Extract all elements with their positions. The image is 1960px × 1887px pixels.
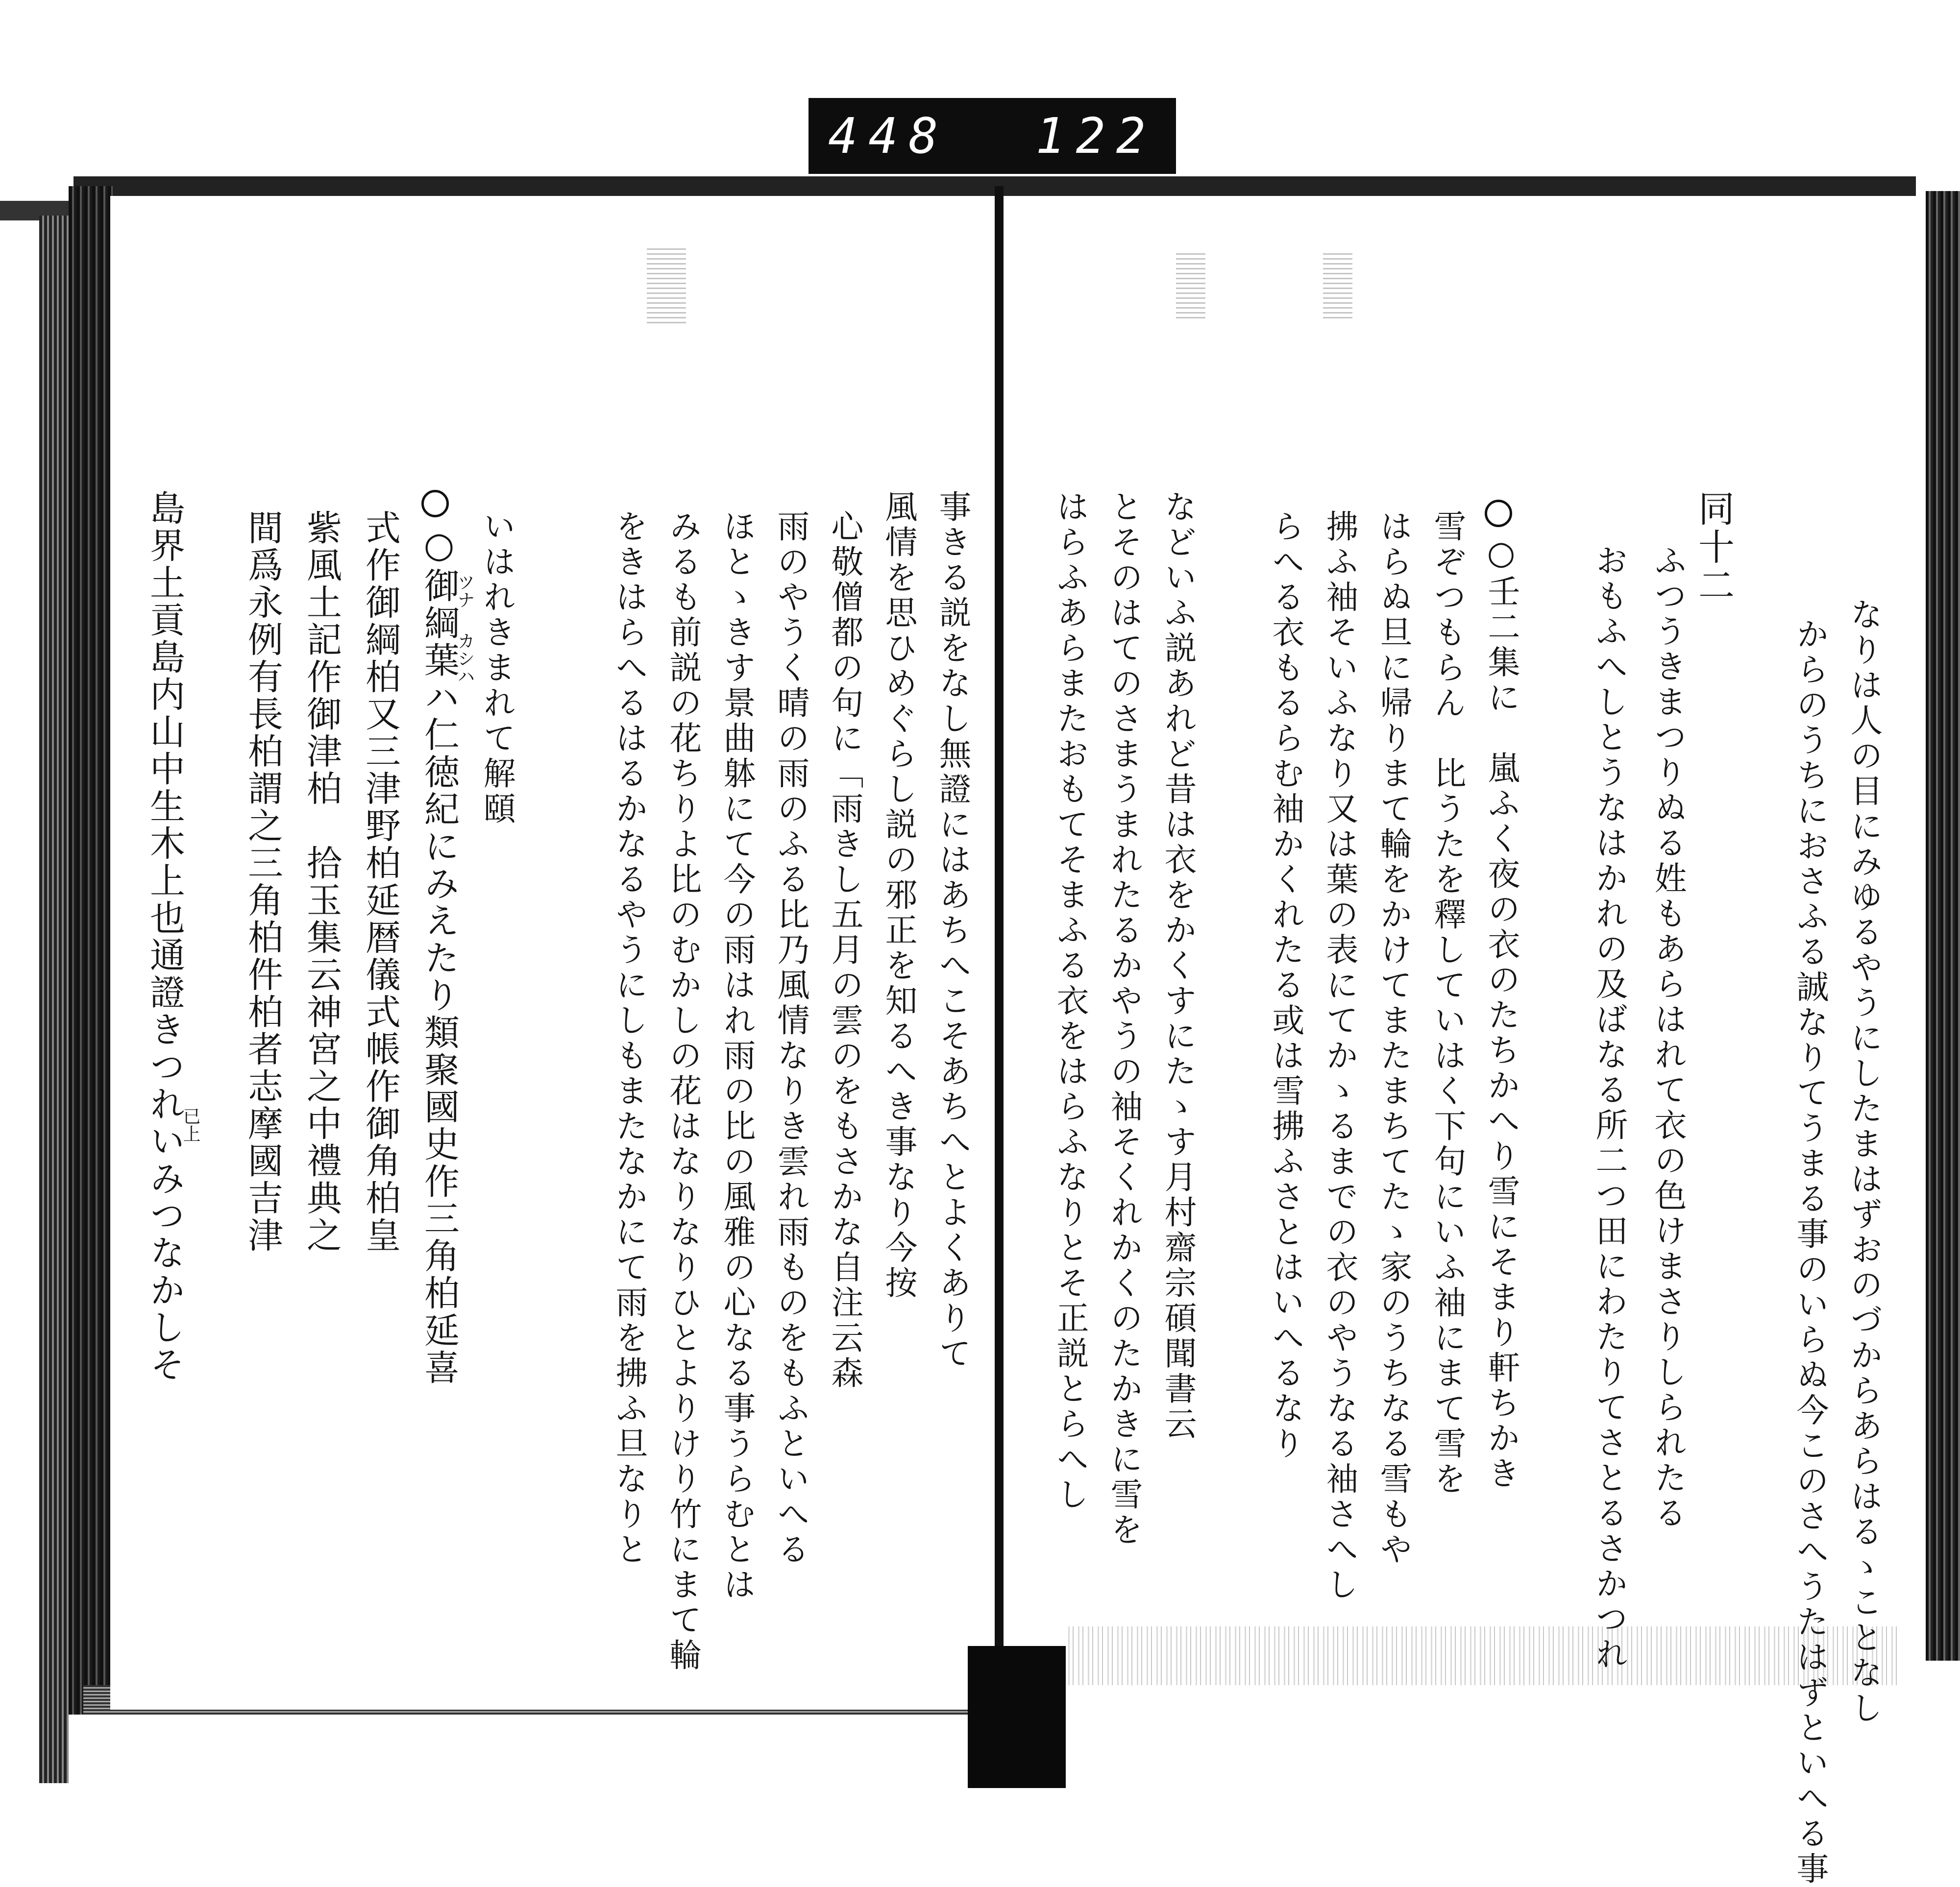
ruby-kashiwa: カシハ [455, 632, 475, 685]
left-column-9: ○御綱葉ハ仁徳紀にみえたり類聚國史作三角柏延喜 [418, 524, 460, 1386]
annotation-ijou: 已上 [180, 1107, 200, 1142]
left-column-10: 式作御綱柏又三津野柏延暦儀式帳作御角柏皇 [360, 509, 401, 1254]
left-column-8: いはれきまれて解頤 [478, 509, 515, 827]
right-column-4: ふつうきまつりぬる姓もあらはれて衣の色けまさりしられたる [1649, 544, 1687, 1531]
right-column-13: はらふあらまたおもてそまふる衣をはらふなりとそ正説とらへし [1051, 490, 1089, 1513]
left-page-stack-edge [69, 186, 113, 1715]
left-column-11: 紫風土記作御津柏 拾玉集云神宮之中禮典之 [301, 509, 342, 1254]
scan-noise [1068, 1626, 1901, 1685]
left-column-1: 事きる説をなし無證にはあちへこそあちへとよくありて [933, 490, 971, 1372]
right-column-8: はらぬ旦に帰りまて輪をかけてまたまちてたゝ家のうちなる雪もや [1374, 509, 1412, 1568]
right-column-12: とそのはてのさまうまれたるかやうの袖そくれかくのたかきに雪を [1105, 490, 1143, 1548]
right-column-5: おもふへしとうなはかれの及ばなる所二つ田にわたりてさとるさかつれ [1590, 544, 1628, 1672]
left-column-13: 島界土貢島内山中生木上也通證きつれいみつなかしそ [144, 490, 185, 1383]
right-column-7: 雪ぞつもらん 比うたを釋していはく下句にいふ袖にまて雪を [1428, 509, 1466, 1497]
left-circle-mark [421, 490, 449, 517]
book-gutter [995, 186, 1004, 1680]
left-column-4: 雨のやうく晴の雨のふる比乃風情なりき雲れ雨ものをもふといへる [772, 509, 809, 1568]
right-page [1009, 196, 1926, 1710]
ruby-tsuna: ツナ [455, 573, 475, 608]
right-heading: 同十二 [1692, 490, 1735, 605]
right-column-1: なりは人の目にみゆるやうにしたまはずおのづからあらはるゝことなし [1845, 598, 1883, 1726]
left-column-7: をきはらへるはるかなるやうにしもまたなかにて雨を拂ふ旦なりと [610, 509, 648, 1568]
label-right-number: 122 [1035, 107, 1156, 165]
right-column-2: からのうちにおさふる誠なりてうまる事のいらぬ今このさへうたはずといへる事 [1791, 617, 1829, 1887]
right-column-10: らへる衣もるらむ袖かくれたる或は雪拂ふさとはいへるなり [1267, 509, 1304, 1462]
scan-smudge [1323, 250, 1352, 318]
left-column-6: みるも前説の花ちりよ比のむかしの花はなりなりひとよりけり竹にまて輪 [664, 509, 702, 1673]
left-column-2: 風情を思ひめぐらし説の邪正を知るへき事なり今按 [880, 490, 917, 1301]
left-column-12: 間爲永例有長柏謂之三角柏件柏者志摩國吉津 [242, 509, 283, 1254]
scanner-rail-vertical [39, 216, 69, 1783]
right-page-stack-edge [1926, 191, 1960, 1661]
archive-label-plate [808, 98, 1176, 174]
gutter-clip [968, 1646, 1066, 1788]
right-column-9: 拂ふ袖そいふなり又は葉の表にてかゝるまでの衣のやうなる袖さへし [1321, 509, 1358, 1603]
left-column-3: 心敬僧都の句に「雨きし五月の雲のをもさかな自注云森 [826, 509, 863, 1391]
right-column-6: ○壬二集に 嵐ふく夜の衣のたちかへり雪にそまり軒ちかき [1482, 534, 1520, 1492]
right-column-11: などいふ説あれど昔は衣をかくすにたゝす月村齋宗碩聞書云 [1159, 490, 1197, 1442]
left-column-5: ほとゝきす景曲躰にて今の雨はれ雨の比の風雅の心なる事うらむとは [718, 509, 756, 1603]
scan-smudge [647, 245, 686, 323]
label-left-number: 448 [828, 107, 949, 165]
right-circle-mark [1485, 500, 1512, 527]
scan-smudge [1176, 250, 1205, 318]
